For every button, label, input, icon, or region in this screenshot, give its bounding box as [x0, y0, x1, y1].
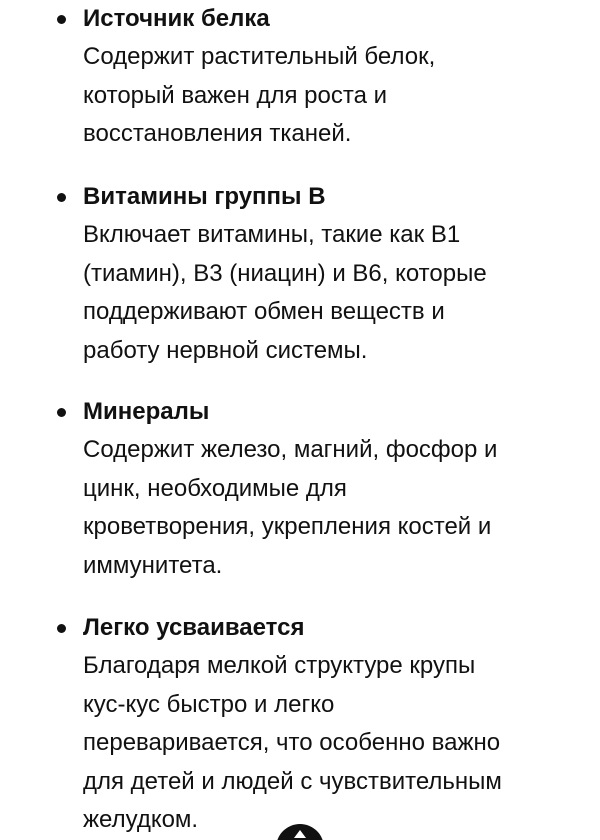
- item-description: Содержит железо, магний, фосфор и цинк, необходимые для кроветворения, укрепления костей и иммунитета.: [83, 436, 498, 579]
- item-description: Включает витамины, такие как В1 (тиамин), В3 (ниацин) и В6, которые поддерживают обмен веществ и работу нервной системы.: [83, 221, 487, 364]
- item-title: Минералы: [83, 398, 210, 425]
- bullet-icon: [57, 15, 66, 24]
- item-title: Витамины группы В: [83, 183, 326, 210]
- bullet-icon: [57, 408, 66, 417]
- bullet-icon: [57, 193, 66, 202]
- bullet-icon: [57, 624, 66, 633]
- item-title: Источник белка: [83, 5, 270, 32]
- item-description: Благодаря мелкой структуре крупы кус-кус быстро и легко переваривается, что особенно важно для детей и людей с чувствительным желудком.: [83, 652, 502, 833]
- item-title: Легко усваивается: [83, 614, 305, 641]
- item-description: Содержит растительный белок, который важен для роста и восстановления тканей.: [83, 43, 436, 147]
- arrow-down-icon: [294, 830, 306, 838]
